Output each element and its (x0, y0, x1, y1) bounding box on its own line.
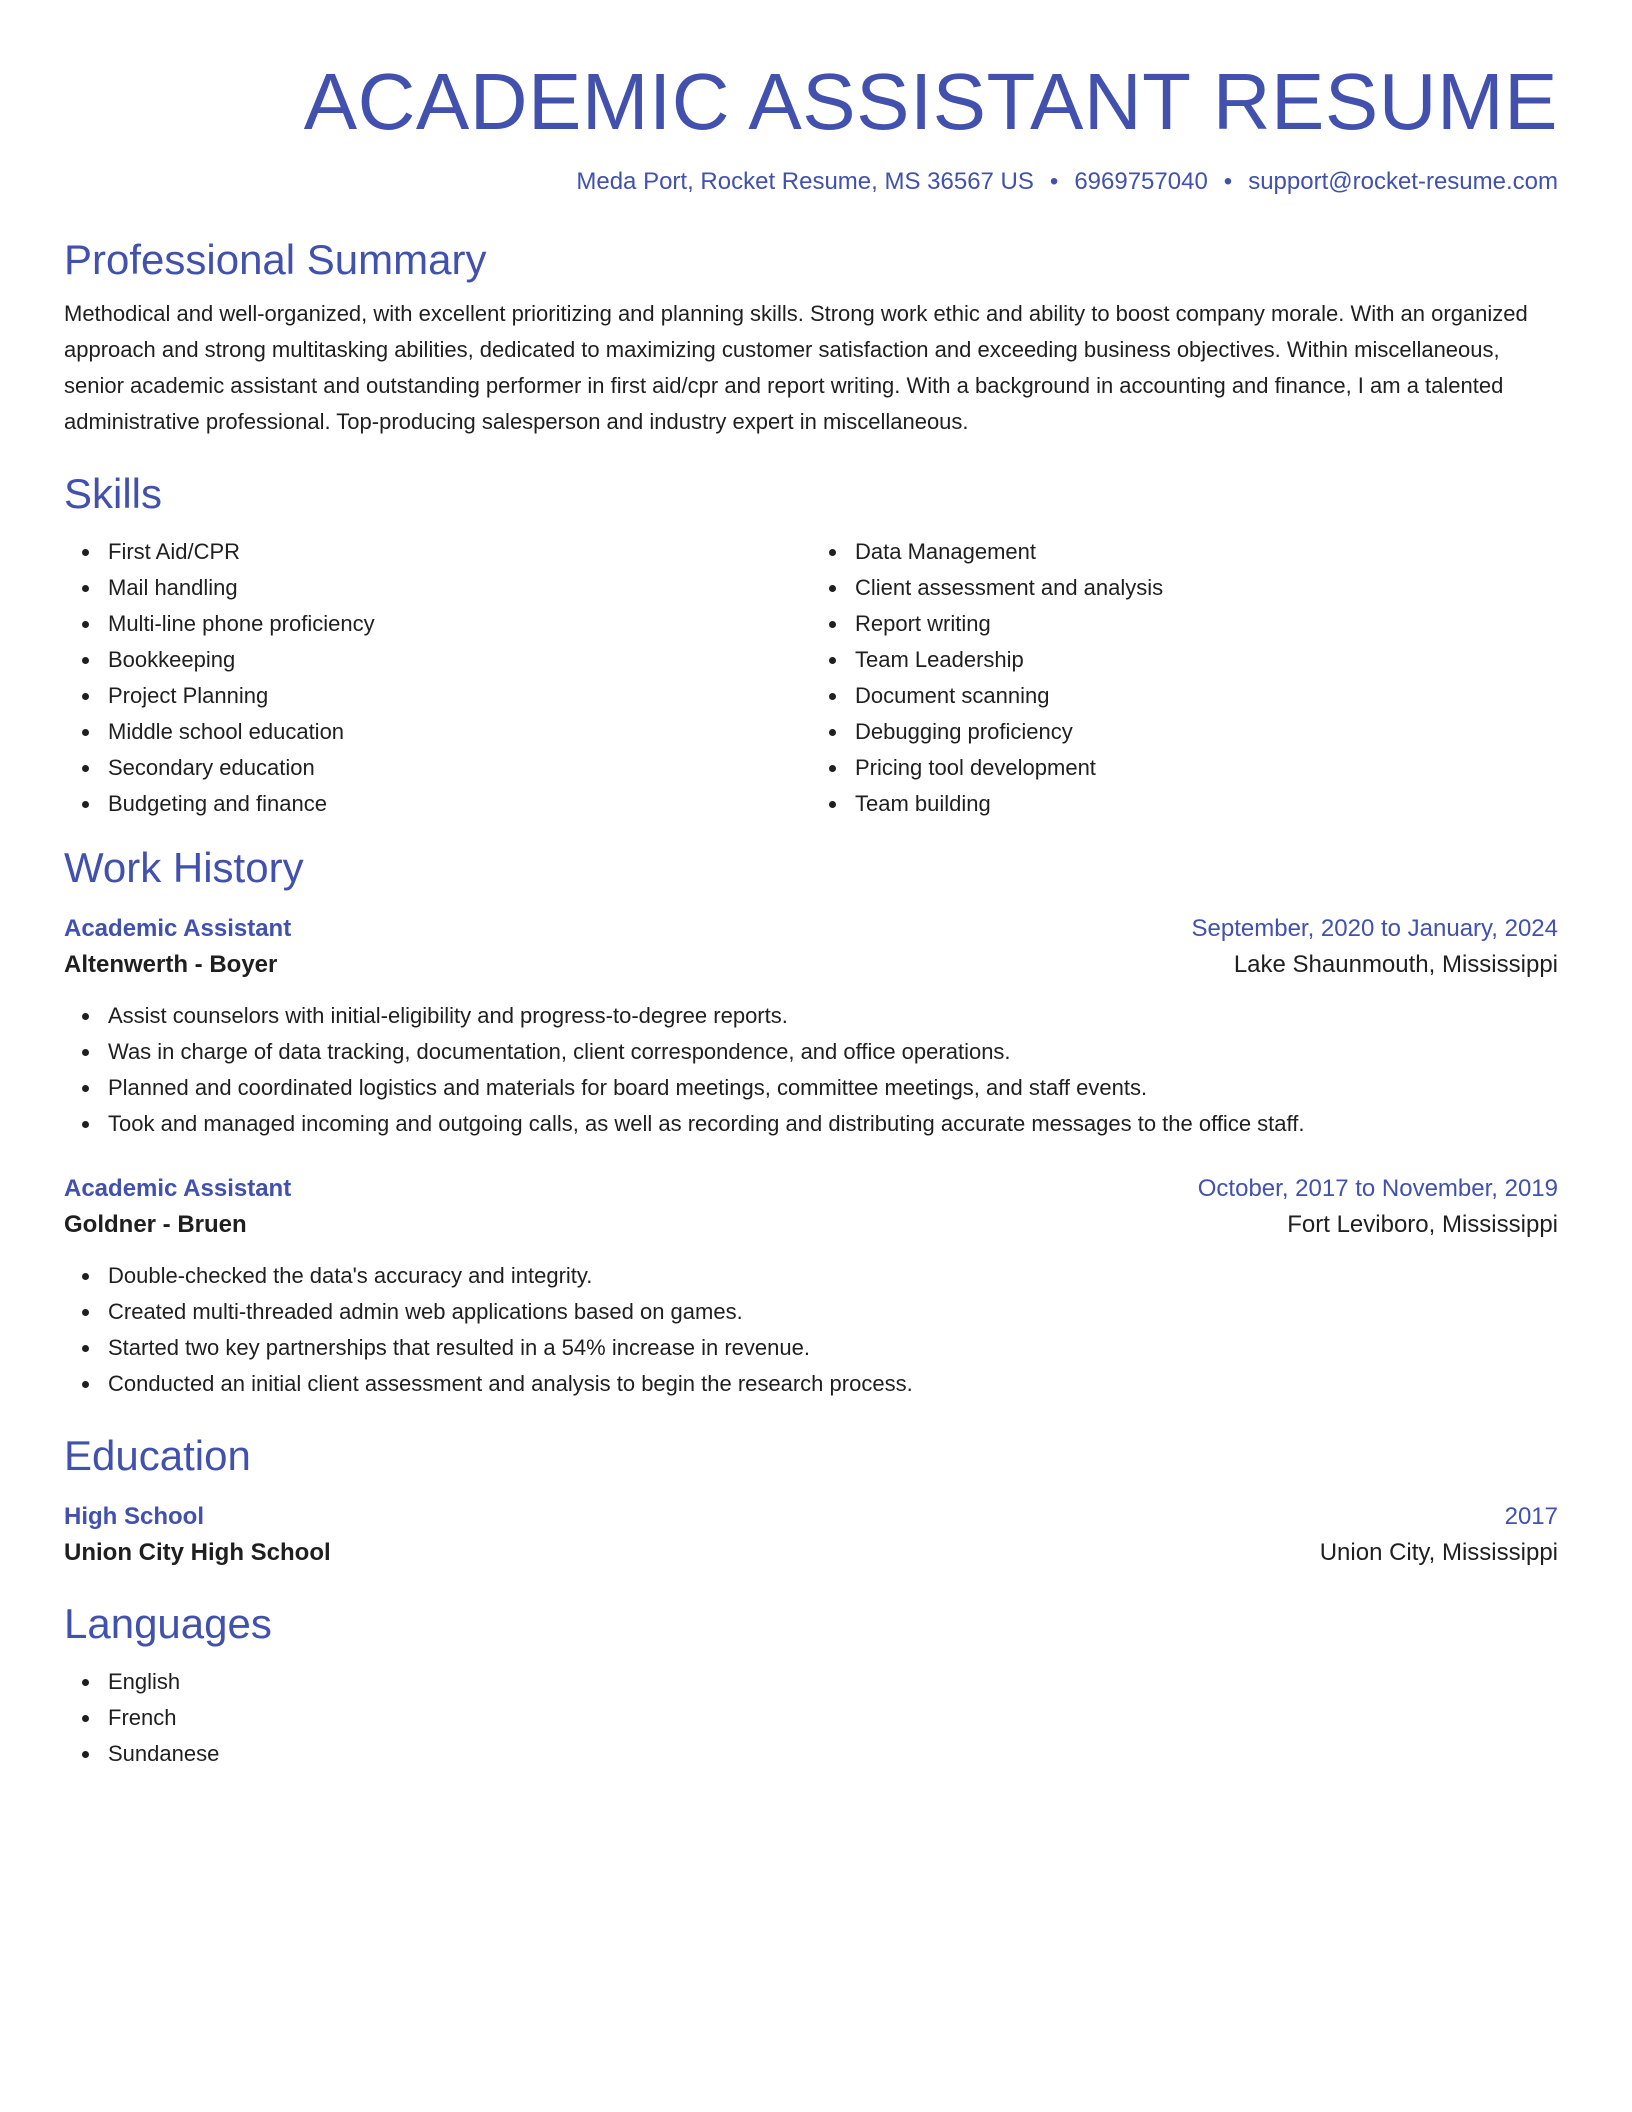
education-location: Union City, Mississippi (1319, 1539, 1558, 1566)
professional-summary-section (64, 234, 1558, 440)
skills-grid (64, 534, 1558, 822)
job-bullet-list (64, 998, 1558, 1142)
job-bullet: Was in charge of data tracking, documentation, client correspondence, and office operations. (108, 1034, 1558, 1070)
job-company-row (64, 946, 1558, 984)
language-item: Sundanese (108, 1736, 1558, 1772)
education-section (64, 1430, 1558, 1572)
resume-title: ACADEMIC ASSISTANT RESUME (303, 57, 1558, 146)
skill-item: Report writing (855, 606, 1558, 642)
job-company: Altenwerth - Boyer (64, 951, 278, 978)
job-entry (64, 912, 1558, 1142)
education-year: 2017 (1504, 1503, 1558, 1530)
job-bullet: Started two key partnerships that resulted in a 54% increase in revenue. (108, 1330, 1558, 1366)
skill-item: Secondary education (108, 750, 811, 786)
skill-item: Multi-line phone proficiency (108, 606, 811, 642)
skill-item: Pricing tool development (855, 750, 1558, 786)
job-title: Academic Assistant (64, 1175, 292, 1202)
job-bullet: Double-checked the data's accuracy and integrity. (108, 1258, 1558, 1294)
skill-item: Team building (855, 786, 1558, 822)
contact-email: support@rocket-resume.com (1248, 168, 1558, 195)
job-dates: October, 2017 to November, 2019 (1197, 1175, 1558, 1202)
section-heading-languages: Languages (64, 1600, 272, 1647)
job-header-row (64, 1172, 1558, 1206)
skills-section (64, 468, 1558, 822)
job-bullet-list (64, 1258, 1558, 1402)
job-title: Academic Assistant (64, 915, 292, 942)
job-bullet: Planned and coordinated logistics and materials for board meetings, committee meetings, and staff events. (108, 1070, 1558, 1106)
job-header-row (64, 912, 1558, 946)
skill-item: Document scanning (855, 678, 1558, 714)
skills-column-left (64, 534, 811, 822)
contact-address: Meda Port, Rocket Resume, MS 36567 US (576, 168, 1034, 195)
job-dates: September, 2020 to January, 2024 (1191, 915, 1558, 942)
education-school-row (64, 1534, 1558, 1572)
skill-item: Client assessment and analysis (855, 570, 1558, 606)
skills-column-right (811, 534, 1558, 822)
job-company: Goldner - Bruen (64, 1211, 247, 1238)
job-entry (64, 1172, 1558, 1402)
skill-item: Budgeting and finance (108, 786, 811, 822)
languages-section (64, 1598, 1558, 1772)
education-entry (64, 1500, 1558, 1572)
section-heading-skills: Skills (64, 470, 163, 517)
contact-separator: • (1223, 168, 1233, 195)
skill-item: First Aid/CPR (108, 534, 811, 570)
contact-line (64, 166, 1558, 198)
skill-item: Data Management (855, 534, 1558, 570)
language-item: French (108, 1700, 1558, 1736)
education-header-row (64, 1500, 1558, 1534)
section-heading-education: Education (64, 1432, 251, 1479)
job-location: Fort Leviboro, Mississippi (1287, 1211, 1558, 1238)
section-heading-work: Work History (64, 844, 304, 891)
skill-item: Mail handling (108, 570, 811, 606)
work-history-section (64, 842, 1558, 1402)
job-bullet: Took and managed incoming and outgoing calls, as well as recording and distributing accurate messages to the office staff. (108, 1106, 1558, 1142)
job-company-row (64, 1206, 1558, 1244)
skill-item: Project Planning (108, 678, 811, 714)
contact-separator: • (1049, 168, 1059, 195)
skill-item: Middle school education (108, 714, 811, 750)
job-bullet: Assist counselors with initial-eligibility and progress-to-degree reports. (108, 998, 1558, 1034)
section-heading-summary: Professional Summary (64, 236, 487, 283)
job-bullet: Conducted an initial client assessment and analysis to begin the research process. (108, 1366, 1558, 1402)
resume-page (64, 0, 1558, 1772)
education-degree: High School (64, 1503, 204, 1530)
skill-item: Team Leadership (855, 642, 1558, 678)
job-location: Lake Shaunmouth, Mississippi (1233, 951, 1558, 978)
language-item: English (108, 1664, 1558, 1700)
contact-phone: 6969757040 (1074, 168, 1208, 195)
skill-item: Debugging proficiency (855, 714, 1558, 750)
language-list (64, 1664, 1558, 1772)
education-school: Union City High School (64, 1539, 331, 1566)
job-bullet: Created multi-threaded admin web applications based on games. (108, 1294, 1558, 1330)
summary-text: Methodical and well-organized, with excellent prioritizing and planning skills. Strong work ethic and ability to boost company morale. With an organized approach and strong multitasking abilities, dedicated to maximizing customer satisfaction and exceeding business objectives. Within miscellaneous, senior academic assistant and outstanding performer in first aid/cpr and report writing. With a background in accounting and finance, I am a talented administrative professional. Top-producing salesperson and industry expert in miscellaneous. (64, 301, 1528, 434)
skill-item: Bookkeeping (108, 642, 811, 678)
